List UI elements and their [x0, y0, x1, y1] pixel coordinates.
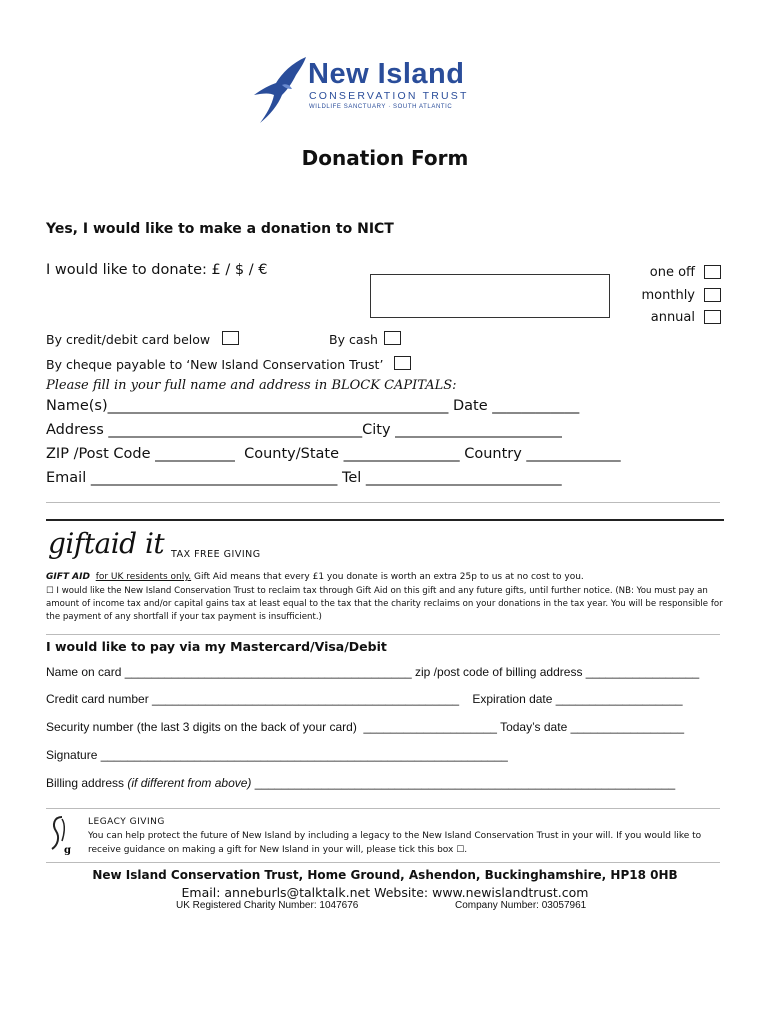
giftaid-declaration[interactable]: ☐ I would like the New Island Conservation Trust to reclaim tax through Gift Aid on this gift and any future gifts, until further notice. (NB: You must pay an amount of income tax and/or capital gains tax at least equal to the tax that the charity reclaims on your donations in the tax year. You will be responsible for the payment of any shortfall if your tax payment is insufficient.)	[46, 586, 723, 622]
section-divider	[46, 519, 724, 521]
name-date-line[interactable]: Name(s)_______________________________________________ Date ____________	[46, 398, 580, 414]
tax-free-giving-label: TAX FREE GIVING	[171, 549, 261, 560]
giftaid-intro	[46, 571, 726, 584]
billing-note: (if different from above)	[127, 776, 252, 790]
giftaid-logo: giftaid it	[48, 527, 165, 560]
logo-tagline: WILDLIFE SANCTUARY · SOUTH ATLANTIC	[309, 104, 453, 110]
albatross-logo-icon	[252, 55, 308, 125]
divider	[46, 502, 720, 503]
freq-monthly-label: monthly	[641, 288, 695, 303]
legacy-logo-icon	[48, 815, 76, 855]
method-cash-checkbox[interactable]	[384, 331, 401, 345]
method-card-checkbox[interactable]	[222, 331, 239, 345]
billing-underline: _______________________________________________________________	[251, 776, 676, 790]
footer-address: New Island Conservation Trust, Home Ground, Ashendon, Buckinghamshire, HP18 0HB	[92, 868, 678, 882]
billing-address-line[interactable]	[46, 776, 675, 790]
email-tel-line[interactable]: Email __________________________________ Tel ___________________________	[46, 470, 562, 486]
method-cheque-label: By cheque payable to ‘New Island Conservation Trust’	[46, 357, 384, 372]
method-cheque-checkbox[interactable]	[394, 356, 411, 370]
card-number-line[interactable]: Credit card number ______________________________________________ Expiration date ___________________	[46, 692, 683, 706]
address-city-line[interactable]: Address ___________________________________City _______________________	[46, 422, 562, 438]
billing-label: Billing address	[46, 776, 128, 790]
uk-only-note: for UK residents only.	[95, 572, 192, 582]
donate-label: I would like to donate: £ / $ / €	[46, 262, 268, 278]
legacy-heading: LEGACY GIVING	[88, 817, 165, 827]
amount-input[interactable]	[370, 274, 610, 318]
intro-heading: Yes, I would like to make a donation to NICT	[46, 221, 394, 237]
method-card-label: By credit/debit card below	[46, 332, 211, 347]
divider	[46, 634, 720, 635]
page-title: Donation Form	[301, 146, 469, 170]
giftaid-label: GIFT AID	[46, 572, 90, 582]
payment-heading: I would like to pay via my Mastercard/Visa/Debit	[46, 639, 387, 654]
name-on-card-line[interactable]: Name on card ___________________________________________ zip /post code of billing address _________________	[46, 665, 700, 679]
company-number: Company Number: 03057961	[455, 900, 587, 911]
charity-number: UK Registered Charity Number: 1047676	[176, 900, 359, 911]
freq-annual-checkbox[interactable]	[704, 310, 721, 324]
freq-one-off-checkbox[interactable]	[704, 265, 721, 279]
legacy-text[interactable]: You can help protect the future of New Island by including a legacy to the New Island Conservation Trust in your will. If you would like to receive guidance on making a gift for New Island in your will, please tick this box ☐.	[88, 831, 702, 855]
giftaid-text: Gift Aid means that every £1 you donate is worth an extra 25p to us at no cost to you.	[191, 572, 584, 582]
divider	[46, 808, 720, 809]
divider	[46, 862, 720, 863]
block-capitals-note: Please fill in your full name and address in BLOCK CAPITALS:	[46, 378, 457, 393]
freq-monthly-checkbox[interactable]	[704, 288, 721, 302]
signature-line[interactable]: Signature _____________________________________________________________	[46, 748, 508, 762]
security-number-line[interactable]: Security number (the last 3 digits on the back of your card) ____________________ Today’s date _________________	[46, 720, 685, 734]
logo-name: New Island	[308, 58, 465, 90]
freq-one-off-label: one off	[649, 265, 695, 280]
method-cash-label: By cash	[329, 332, 378, 347]
logo-subtitle: CONSERVATION TRUST	[309, 90, 469, 102]
zip-county-country-line[interactable]: ZIP /Post Code ___________ County/State ________________ Country _____________	[46, 446, 621, 462]
svg-text:g: g	[64, 845, 71, 855]
footer-contact: Email: anneburls@talktalk.net Website: www.newislandtrust.com	[181, 885, 589, 900]
freq-annual-label: annual	[650, 310, 695, 325]
